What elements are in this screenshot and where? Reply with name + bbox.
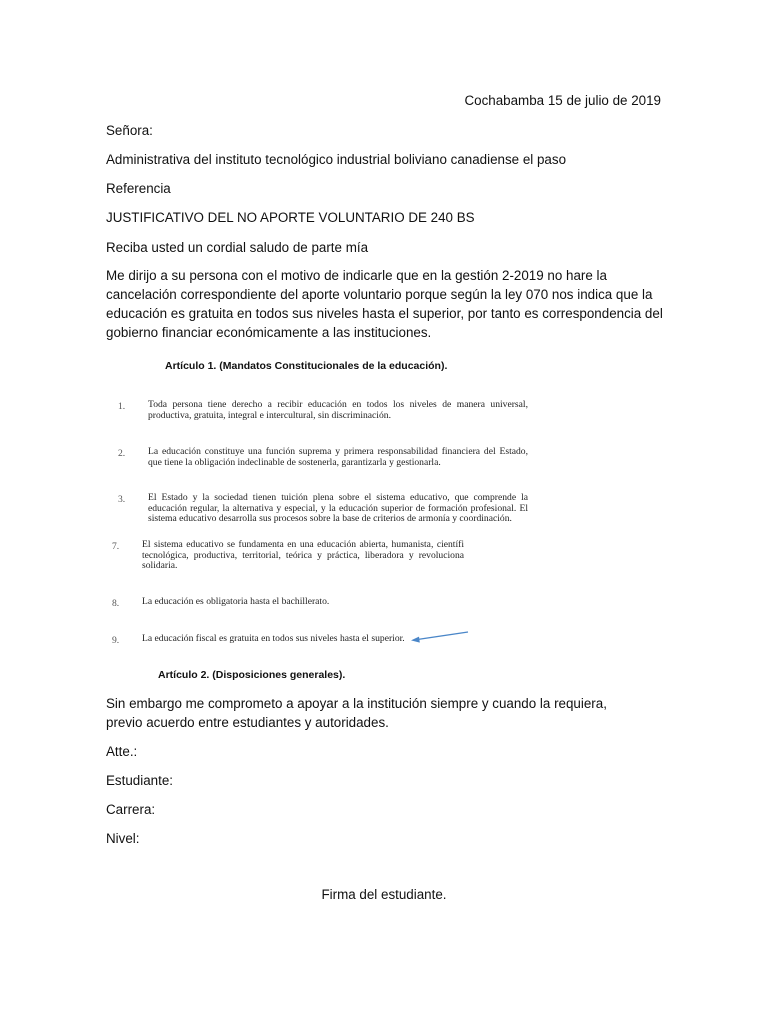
- item-number: 9.: [112, 635, 120, 646]
- item-number: 1.: [118, 401, 126, 412]
- career-label: Carrera:: [106, 802, 156, 817]
- commitment-paragraph: Sin embargo me comprometo a apoyar a la institución siempre y cuando la requiera, previo acuerdo entre estudiantes y autoridades.: [106, 696, 607, 730]
- list-item: El sistema educativo se fundamenta en una educación abierta, humanista, científi tecnológica, productiva, territorial, teórica y práctica, liberadora y revoluciona solidaria.: [142, 539, 464, 571]
- item-number: 8.: [112, 598, 120, 609]
- student-label: Estudiante:: [106, 773, 173, 788]
- list-item: La educación fiscal es gratuita en todos sus niveles hasta el superior.: [142, 633, 405, 644]
- reference-subject: JUSTIFICATIVO DEL NO APORTE VOLUNTARIO DE 240 BS: [106, 210, 475, 225]
- article1-heading: Artículo 1. (Mandatos Constitucionales de la educación).: [165, 360, 448, 372]
- greeting: Reciba usted un cordial saludo de parte mía: [106, 240, 369, 255]
- salutation: Señora:: [106, 123, 153, 138]
- recipient: Administrativa del instituto tecnológico industrial boliviano canadiense el paso: [106, 152, 567, 167]
- item-number: 7.: [112, 541, 120, 552]
- date-line: Cochabamba 15 de julio de 2019: [464, 93, 661, 108]
- body-paragraph: Me dirijo a su persona con el motivo de indicarle que en la gestión 2-2019 no hare la cancelación correspondiente del aporte voluntario porque según la ley 070 nos indica que la educación es gratuita en todos sus niveles hasta el superior, por tanto es correspondencia del gobierno financiar económicamente a las instituciones.: [106, 268, 663, 340]
- list-item: El Estado y la sociedad tienen tuición plena sobre el sistema educativo, que comprende la educación regular, la alternativa y especial, y la educación superior de formación profesional. El sistema educativo desarrolla sus procesos sobre la base de criterios de armonía y coordinación.: [148, 492, 528, 524]
- level-label: Nivel:: [106, 831, 140, 846]
- item-number: 2.: [118, 448, 126, 459]
- arrow-icon: [408, 628, 472, 646]
- signature-line: Firma del estudiante.: [321, 887, 447, 902]
- closing: Atte.:: [106, 744, 138, 759]
- item-number: 3.: [118, 494, 126, 505]
- article2-heading: Artículo 2. (Disposiciones generales).: [158, 669, 346, 681]
- list-item: La educación es obligatoria hasta el bachillerato.: [142, 596, 330, 607]
- list-item: La educación constituye una función suprema y primera responsabilidad financiera del Estado, que tiene la obligación indeclinable de sostenerla, garantizarla y gestionarla.: [148, 446, 528, 468]
- reference-label: Referencia: [106, 181, 171, 196]
- list-item: Toda persona tiene derecho a recibir educación en todos los niveles de manera universal, productiva, gratuita, integral e intercultural, sin discriminación.: [148, 399, 528, 421]
